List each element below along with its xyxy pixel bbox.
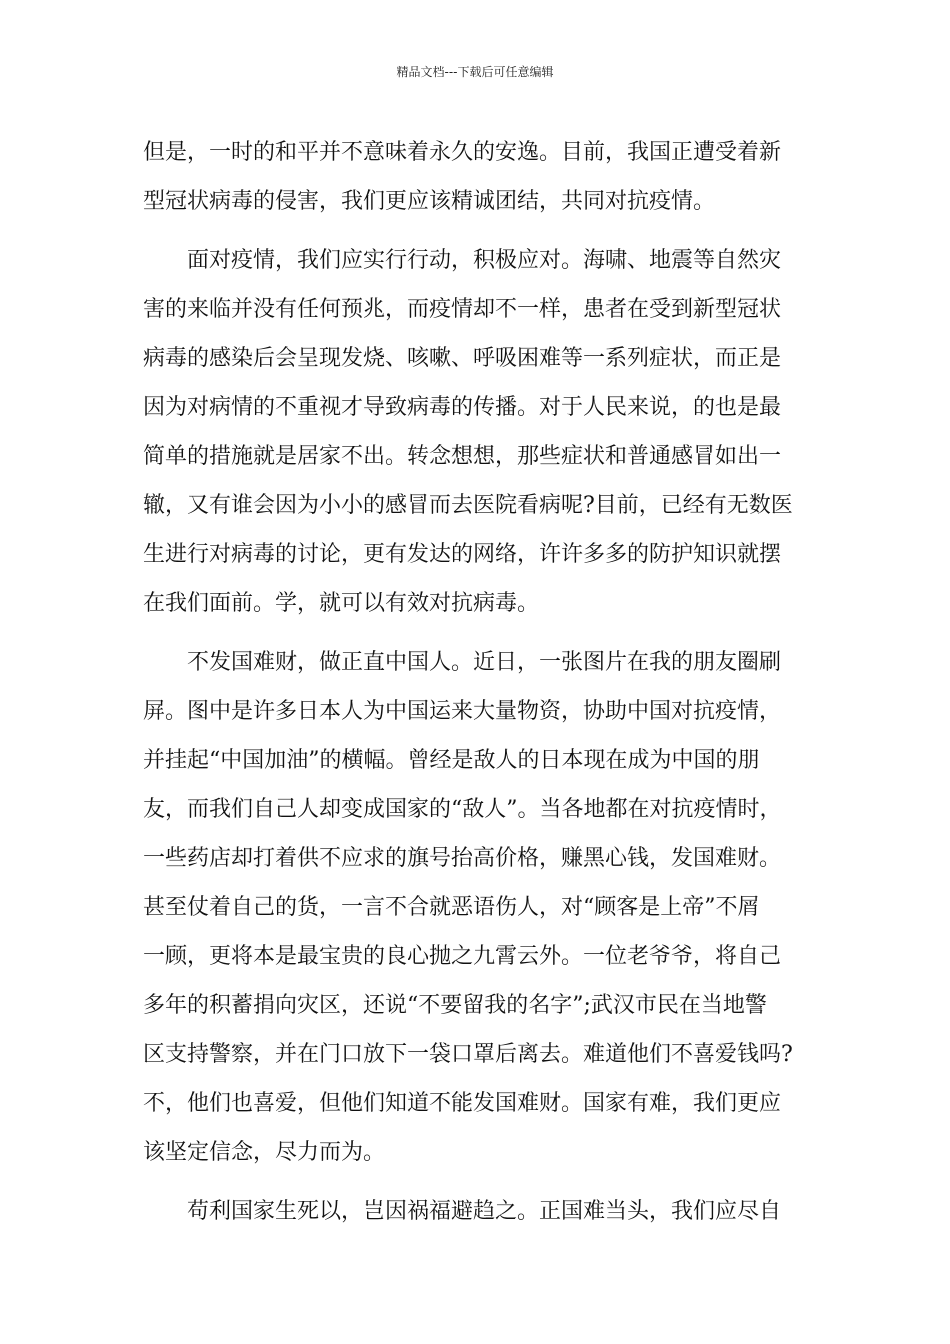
paragraph [143, 1187, 823, 1236]
text-line: 面对疫情，我们应实行行动，积极应对。海啸、地震等自然灾 [143, 248, 782, 273]
text-line: 但是，一时的和平并不意味着永久的安逸。目前，我国正遭受着新 [143, 140, 782, 165]
text-line: 一顾，更将本是最宝贵的良心抛之九霄云外。一位老爷爷，将自己 [143, 944, 782, 969]
paragraph [143, 638, 823, 1177]
text-line: 友，而我们自己人却变成国家的“敌人”。当各地都在对抗疫情时， [143, 797, 782, 822]
text-line: 病毒的感染后会呈现发烧、咳嗽、呼吸困难等一系列症状，而正是 [143, 346, 782, 371]
text-line: 多年的积蓄捐向灾区，还说“不要留我的名字”;武汉市民在当地警 [143, 993, 767, 1018]
text-line: 害的来临并没有任何预兆，而疫情却不一样，患者在受到新型冠状 [143, 297, 782, 322]
text-line: 不发国难财，做正直中国人。近日，一张图片在我的朋友圈刷 [143, 650, 782, 675]
text-line: 一些药店却打着供不应求的旗号抬高价格，赚黑心钱，发国难财。 [143, 846, 782, 871]
text-line: 苟利国家生死以，岂因祸福避趋之。正国难当头，我们应尽自 [143, 1199, 782, 1224]
paragraph [143, 128, 823, 226]
text-line: 生进行对病毒的讨论，更有发达的网络，许许多多的防护知识就摆 [143, 542, 782, 567]
text-line: 甚至仗着自己的货，一言不合就恶语伤人，对“顾客是上帝”不屑 [143, 895, 760, 920]
page-header: 精品文档---下载后可任意编辑 [396, 65, 554, 79]
text-line: 区支持警察，并在门口放下一袋口罩后离去。难道他们不喜爱钱吗? [143, 1042, 793, 1067]
text-line: 辙，又有谁会因为小小的感冒而去医院看病呢?目前，已经有无数医 [143, 493, 793, 518]
text-line: 该坚定信念，尽力而为。 [143, 1140, 386, 1165]
text-line: 并挂起“中国加油”的横幅。曾经是敌人的日本现在成为中国的朋 [143, 748, 760, 773]
text-line: 型冠状病毒的侵害，我们更应该精诚团结，共同对抗疫情。 [143, 189, 716, 214]
text-line: 因为对病情的不重视才导致病毒的传播。对于人民来说，的也是最 [143, 395, 782, 420]
text-line: 简单的措施就是居家不出。转念想想，那些症状和普通感冒如出一 [143, 444, 782, 469]
paragraph [143, 236, 823, 628]
document-body [143, 128, 823, 1236]
text-line: 在我们面前。学，就可以有效对抗病毒。 [143, 591, 540, 616]
text-line: 屏。图中是许多日本人为中国运来大量物资，协助中国对抗疫情， [143, 699, 782, 724]
text-line: 不，他们也喜爱，但他们知道不能发国难财。国家有难，我们更应 [143, 1091, 782, 1116]
